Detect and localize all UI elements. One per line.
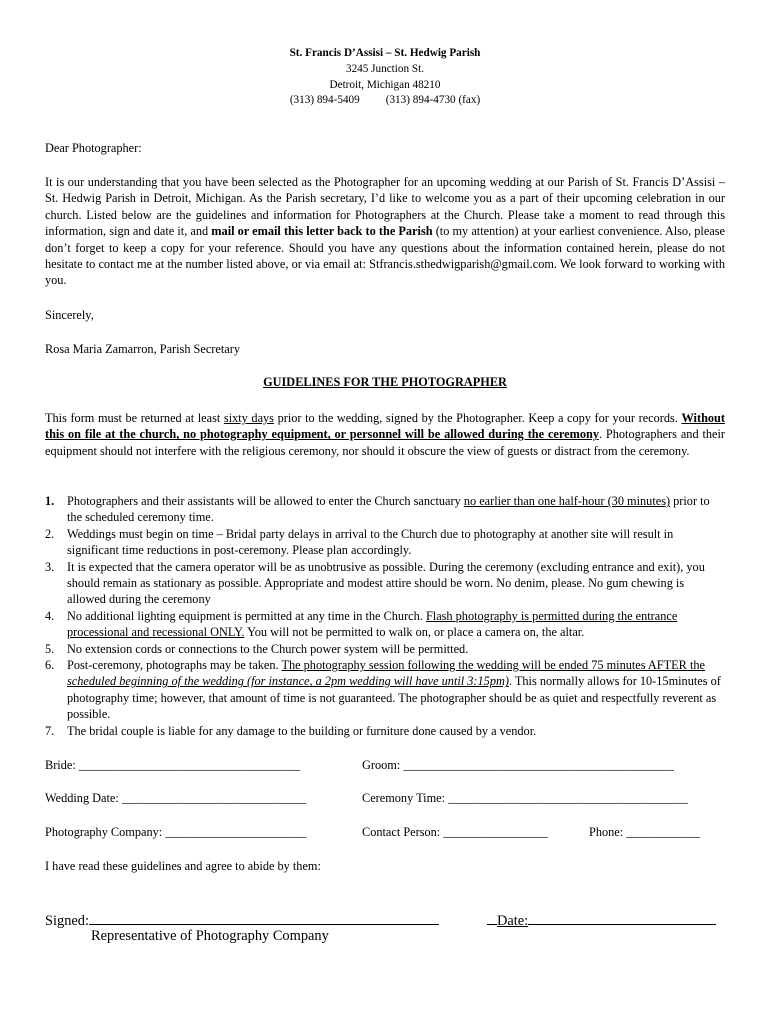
date-underline-lead <box>487 910 497 925</box>
letterhead <box>0 46 770 109</box>
parish-name: St. Francis D’Assisi – St. Hedwig Parish <box>289 47 481 59</box>
contact-person-field[interactable]: Contact Person: _________________ <box>362 825 548 839</box>
list-item <box>45 657 725 723</box>
list-item <box>45 641 725 657</box>
item-number: 1. <box>45 494 55 508</box>
date-label: Date: <box>497 913 529 929</box>
letter-body-text: It is our understanding that you have been selected as the Photographer for an upcoming wedding at our Parish of St. Francis D’Assisi – St. Hedwig Parish in Detroit, Michigan. As the Parish secretary, I’d like to welcome you as a part of their upcoming celebration in our church. Listed below are the guidelines and information for Photographers at the Church. Please take a moment to read through this information, sign and date it, and <box>45 175 725 239</box>
list-item <box>45 723 725 739</box>
date-line[interactable] <box>487 910 716 930</box>
letter-body-emphasis: mail or email this letter back to the Parish <box>211 224 433 239</box>
guidelines-list <box>45 493 725 739</box>
agreement-statement: I have read these guidelines and agree to abide by them: <box>45 859 321 873</box>
representative-caption: Representative of Photography Company <box>91 928 329 944</box>
item-underlined: no earlier than one half-hour (30 minutes) <box>463 494 671 508</box>
letter-body <box>45 174 725 289</box>
groom-field[interactable]: Groom: ____________________________________________ <box>362 758 674 772</box>
item-number: 4. <box>45 608 55 623</box>
item-underlined-italic: scheduled beginning of the wedding (for instance, a 2pm wedding will have until 3:15pm) <box>67 674 509 689</box>
signed-label: Signed: <box>45 913 89 929</box>
item-text-cont: You will not be permitted to walk on, or place a camera on, the altar. <box>244 625 585 640</box>
list-item <box>45 608 725 641</box>
parish-phone: (313) 894-5409 <box>289 94 360 107</box>
phone-field[interactable]: Phone: ____________ <box>589 825 701 839</box>
intro-text-2: prior to the wedding, signed by the Photographer. Keep a copy for your records. <box>273 411 682 425</box>
intro-text: This form must be returned at least <box>45 411 224 425</box>
item-number: 7. <box>45 723 55 738</box>
list-item <box>45 526 725 559</box>
ceremony-time-field[interactable]: Ceremony Time: _______________________________________ <box>362 791 688 805</box>
item-text: No extension cords or connections to the Church power system will be permitted. <box>67 641 469 656</box>
parish-phone-line <box>0 93 770 109</box>
item-text-cont: . This normally allows for 10-15minutes of photography time; however, that amount of time is not guaranteed. The photographer should be as quiet and respectfully reverent as possible. <box>67 674 721 722</box>
item-underlined: Flash photography is permitted during the entrance processional and recessional ONLY. <box>67 608 678 640</box>
item-text: Photographers and their assistants will be allowed to enter the Church sanctuary <box>67 494 464 508</box>
letter-body-text-cont: (to my attention) at your earliest convenience. Also, please don’t forget to keep a copy for your reference. Should you have any questions about the information contained herein, please do not hesitate to contact me at the number listed above, or via email at: Stfrancis.sthedwigparish@gmail.com. We look forward to working with you. <box>45 224 725 288</box>
item-text-cont: prior to the scheduled ceremony time. <box>67 494 710 525</box>
intro-text-3: . Photographers and their equipment should not interfere with the religious ceremony, nor should it obscure the view of guests or distract from the ceremony. <box>45 427 726 458</box>
parish-city: Detroit, Michigan 48210 <box>329 78 441 91</box>
item-number: 2. <box>45 526 55 541</box>
item-number: 3. <box>45 559 55 574</box>
closing: Sincerely, <box>45 308 94 322</box>
intro-warning: Without this on file at the church, no photography equipment, or personnel will be allowed during the ceremony <box>45 411 725 442</box>
signature-underline <box>89 910 439 925</box>
signature-line[interactable] <box>45 910 439 930</box>
item-text: Weddings must begin on time – Bridal party delays in arrival to the Church due to photography at another site will result in significant time reductions in post-ceremony. Please plan accordingly. <box>67 526 674 558</box>
item-number: 6. <box>45 658 55 673</box>
guidelines-title: GUIDELINES FOR THE PHOTOGRAPHER <box>263 375 507 389</box>
item-text: It is expected that the camera operator will be as unobtrusive as possible. During the ceremony (excluding entrance and exit), you should remain as stationary as possible. Appropriate and modest attire should be worn. No denim, please. No gum chewing is allowed during the ceremony <box>67 559 705 607</box>
date-underline <box>528 910 716 925</box>
parish-fax: (313) 894-4730 (fax) <box>385 94 481 107</box>
item-text: The bridal couple is liable for any damage to the building or furniture done caused by a vendor. <box>67 723 537 738</box>
list-item <box>45 493 725 526</box>
list-item <box>45 559 725 608</box>
item-text: No additional lighting equipment is permitted at any time in the Church. <box>67 608 426 623</box>
item-number: 5. <box>45 641 55 656</box>
wedding-date-field[interactable]: Wedding Date: ______________________________ <box>45 791 307 805</box>
item-text: Post-ceremony, photographs may be taken. <box>67 658 282 673</box>
greeting: Dear Photographer: <box>45 141 142 155</box>
photography-company-field[interactable]: Photography Company: _______________________ <box>45 825 307 839</box>
secretary-signature: Rosa Maria Zamarron, Parish Secretary <box>45 342 240 356</box>
parish-street: 3245 Junction St. <box>345 62 424 75</box>
item-underlined: The photography session following the wedding will be ended 75 minutes AFTER the <box>281 658 705 673</box>
intro-deadline: sixty days <box>223 411 274 425</box>
guidelines-intro <box>45 410 725 459</box>
bride-field[interactable]: Bride: ____________________________________ <box>45 758 301 772</box>
